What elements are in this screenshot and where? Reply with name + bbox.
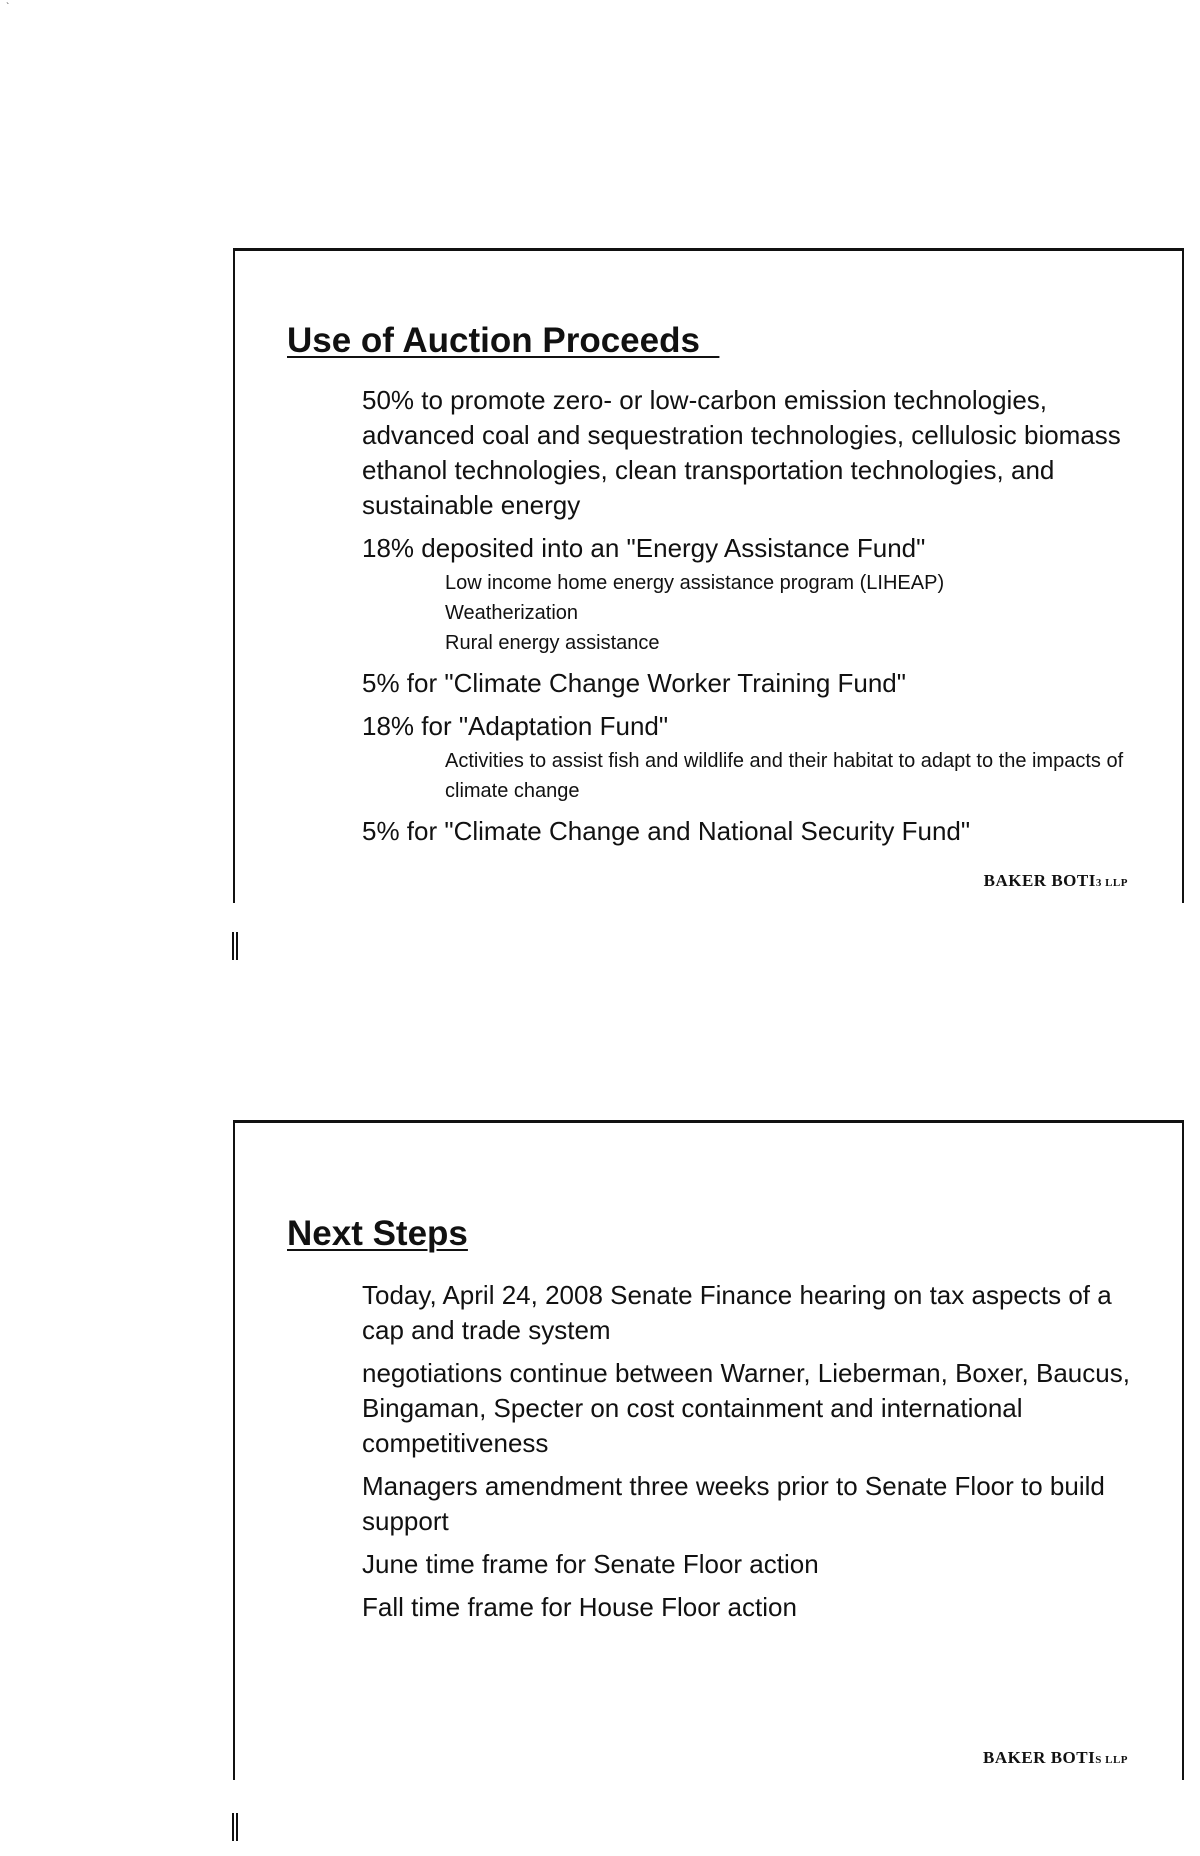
sub-list-item: Activities to assist fish and wildlife and their habitat to adapt to the impacts of climate change (445, 750, 1124, 802)
list-item: 50% to promote zero- or low-carbon emission technologies, advanced coal and sequestration technologies, cellulosic biomass ethanol technologies, clean transportation technologies, and sustainable energy (362, 385, 1121, 520)
corner-mark: ` (6, 2, 10, 13)
list-item: negotiations continue between Warner, Lieberman, Boxer, Baucus, Bingaman, Specter on cost containment and international competitiveness (362, 1358, 1130, 1458)
sub-list-item: Rural energy assistance (445, 632, 660, 654)
sub-list (362, 746, 1152, 806)
list-item: 5% for "Climate Change Worker Training Fund" (362, 668, 906, 698)
firm-logo-suffix: S LLP (1095, 1754, 1128, 1766)
list-item: 18% deposited into an "Energy Assistance Fund" (362, 533, 926, 563)
list-item: June time frame for Senate Floor action (362, 1549, 819, 1579)
list-item: 18% for "Adaptation Fund" (362, 711, 669, 741)
slide-auction-proceeds (233, 248, 1184, 903)
firm-logo (984, 871, 1128, 891)
bullet-list (362, 1278, 1152, 1633)
sub-list (362, 568, 1152, 658)
slide-title: Next Steps (287, 1214, 468, 1253)
sub-list-item: Low income home energy assistance program (LIHEAP) (445, 572, 945, 594)
firm-logo-text: BAKER BOTI (983, 871, 1096, 890)
slide-title: Use of Auction Proceeds (287, 321, 720, 360)
list-item: Today, April 24, 2008 Senate Finance hearing on tax aspects of a cap and trade system (362, 1280, 1112, 1345)
list-item: Managers amendment three weeks prior to Senate Floor to build support (362, 1471, 1105, 1536)
firm-logo-suffix: 3 LLP (1095, 877, 1128, 889)
sub-list-item: Weatherization (445, 602, 579, 624)
slide-next-steps (233, 1120, 1184, 1780)
firm-logo-text: BAKER BOTI (983, 1748, 1096, 1767)
list-item: Fall time frame for House Floor action (362, 1592, 797, 1622)
bullet-list (362, 383, 1152, 857)
page-edge-mark (232, 1813, 238, 1841)
firm-logo (983, 1748, 1128, 1768)
page-edge-mark (232, 932, 238, 960)
list-item: 5% for "Climate Change and National Security Fund" (362, 816, 971, 846)
